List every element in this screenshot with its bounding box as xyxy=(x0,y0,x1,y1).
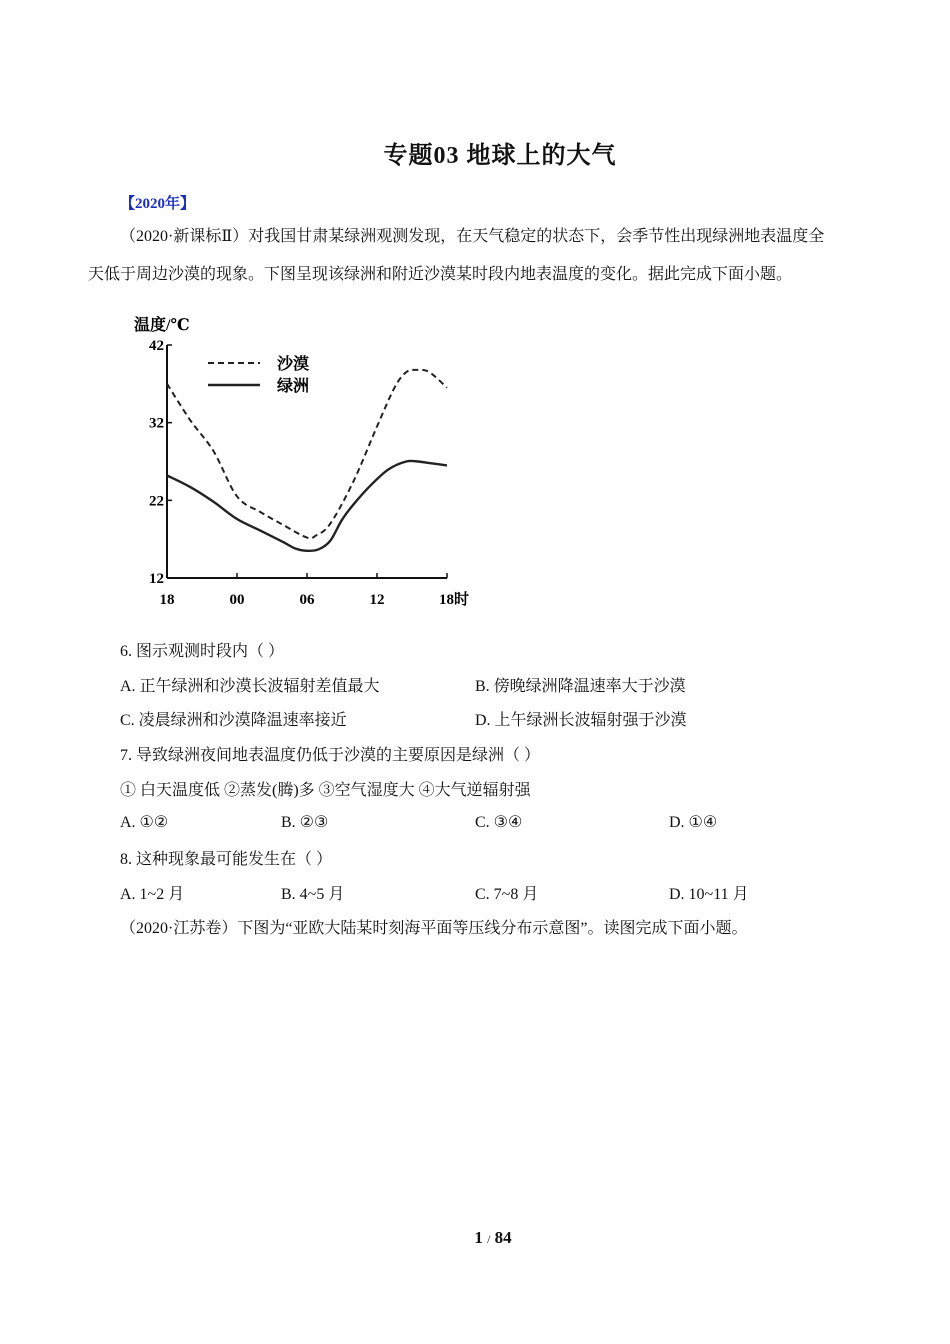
q7-option-b[interactable]: B. ②③ xyxy=(281,814,329,831)
q7-stem: 7. 导致绿洲夜间地表温度仍低于沙漠的主要原因是绿洲（ ） xyxy=(120,747,541,764)
legend-oasis-label: 绿洲 xyxy=(277,378,310,395)
page-footer xyxy=(0,1228,950,1248)
chart-legend xyxy=(208,354,309,395)
page-total: 84 xyxy=(494,1228,512,1247)
page-title: 专题03 地球上的大气 xyxy=(383,143,617,169)
q8-option-b[interactable]: B. 4~5 月 xyxy=(281,886,345,903)
y-tick-label: 22 xyxy=(149,493,164,510)
q7-items: ① 白天温度低 ②蒸发(腾)多 ③空气湿度大 ④大气逆辐射强 xyxy=(120,782,531,799)
q6-option-d[interactable]: D. 上午绿洲长波辐射强于沙漠 xyxy=(475,712,687,729)
q7-option-c[interactable]: C. ③④ xyxy=(475,814,523,831)
x-tick-label: 18 xyxy=(159,592,175,608)
q7-option-d[interactable]: D. ①④ xyxy=(669,814,718,831)
y-tick-label: 12 xyxy=(149,571,164,587)
x-tick-label: 18时 xyxy=(439,592,470,608)
intro-paragraph-line1: （2020·新课标Ⅱ）对我国甘肃某绿洲观测发现，在天气稳定的状态下，会季节性出现绿洲地表温度全 xyxy=(120,228,825,245)
x-tick-label: 12 xyxy=(369,592,385,608)
q7-option-a[interactable]: A. ①② xyxy=(120,814,169,831)
legend-desert-label: 沙漠 xyxy=(277,356,310,373)
intro-paragraph-line2: 天低于周边沙漠的现象。下图呈现该绿洲和附近沙漠某时段内地表温度的变化。据此完成下面小题。 xyxy=(88,266,793,283)
x-tick-label: 00 xyxy=(229,592,245,608)
y-tick-label: 32 xyxy=(149,415,164,432)
q6-option-b[interactable]: B. 傍晚绿洲降温速率大于沙漠 xyxy=(475,678,686,695)
q8-option-d[interactable]: D. 10~11 月 xyxy=(669,886,749,903)
next-question-intro: （2020·江苏卷）下图为“亚欧大陆某时刻海平面等压线分布示意图”。读图完成下面小题。 xyxy=(120,920,748,937)
desert-temperature-line xyxy=(167,370,447,538)
q8-stem: 8. 这种现象最可能发生在（ ） xyxy=(120,851,333,868)
q6-option-c[interactable]: C. 凌晨绿洲和沙漠降温速率接近 xyxy=(120,712,347,729)
page-separator: / xyxy=(487,1232,491,1246)
q8-option-c[interactable]: C. 7~8 月 xyxy=(475,886,539,903)
y-axis-title: 温度/℃ xyxy=(134,317,190,334)
temperature-chart xyxy=(120,305,490,620)
x-tick-label: 06 xyxy=(299,592,315,608)
y-tick-label: 42 xyxy=(149,338,164,354)
section-year-label: 【2020年】 xyxy=(120,196,196,212)
q6-stem: 6. 图示观测时段内（ ） xyxy=(120,643,285,660)
q6-option-a[interactable]: A. 正午绿洲和沙漠长波辐射差值最大 xyxy=(120,678,380,695)
page-number: 1 xyxy=(474,1228,483,1247)
q8-option-a[interactable]: A. 1~2 月 xyxy=(120,886,185,903)
